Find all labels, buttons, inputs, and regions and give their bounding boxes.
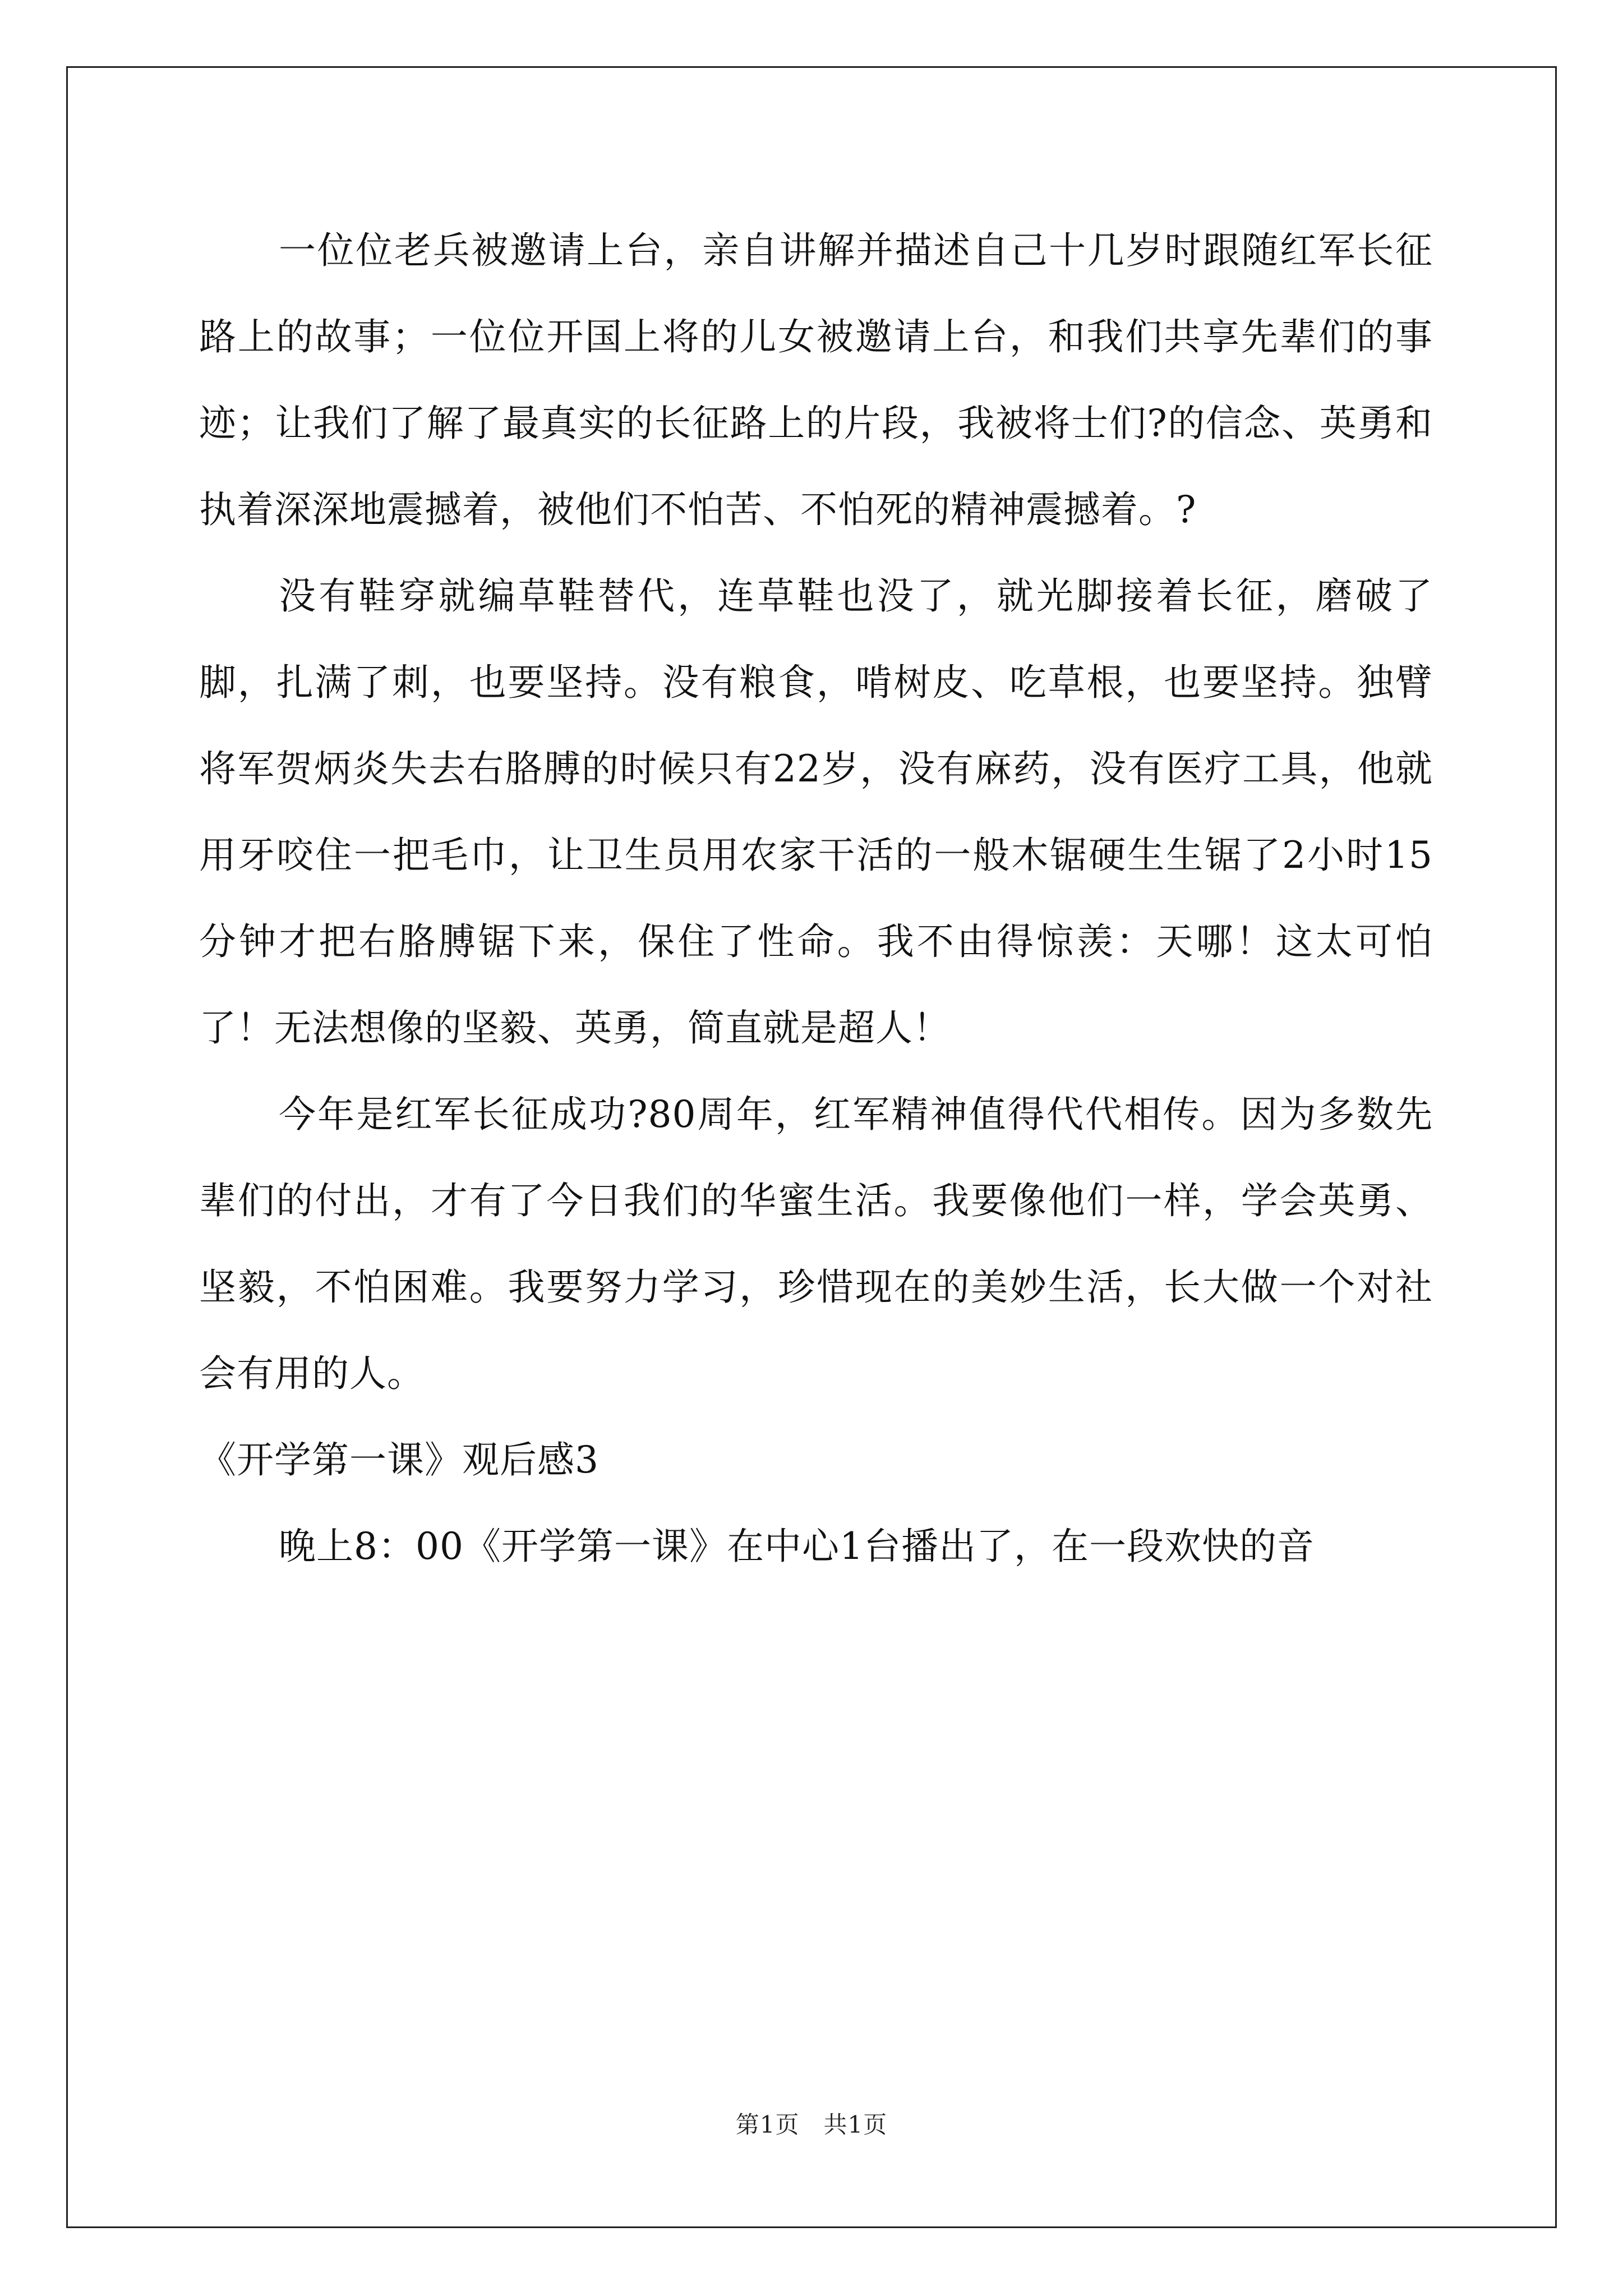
paragraph-broadcast: 晚上8：00《开学第一课》在中心1台播出了，在一段欢快的音 [279, 1525, 1315, 1568]
page-number: 第1页 [735, 2111, 800, 2138]
paragraph-veterans: 一位位老兵被邀请上台，亲自讲解并描述自己十几岁时跟随红军长征路上的故事；一位位开国上将的儿女被邀请上台，和我们共享先辈们的事迹；让我们了解了最真实的长征路上的片段，我被将士们?的信念、英勇和执着深深地震撼着，被他们不怕苦、不怕死的精神震撼着。? [199, 229, 1433, 531]
paragraph-anniversary: 今年是红军长征成功?80周年，红军精神值得代代相传。因为多数先辈们的付出，才有了今日我们的华蜜生活。我要像他们一样，学会英勇、坚毅，不怕困难。我要努力学习，珍惜现在的美妙生活，长大做一个对社会有用的人。 [199, 1093, 1433, 1395]
document-body [199, 208, 1433, 1590]
page-total: 共1页 [823, 2111, 888, 2138]
section-heading: 《开学第一课》观后感3 [199, 1438, 599, 1481]
paragraph-hardship: 没有鞋穿就编草鞋替代，连草鞋也没了，就光脚接着长征，磨破了脚，扎满了刺，也要坚持。没有粮食，啃树皮、吃草根，也要坚持。独臂将军贺炳炎失去右胳膊的时候只有22岁，没有麻药，没有医疗工具，他就用牙咬住一把毛巾，让卫生员用农家干活的一般木锯硬生生锯了2小时15分钟才把右胳膊锯下来，保住了性命。我不由得惊羡：天哪！这太可怕了！无法想像的坚毅、英勇，简直就是超人！ [199, 574, 1433, 1050]
page-footer [0, 2106, 1623, 2140]
